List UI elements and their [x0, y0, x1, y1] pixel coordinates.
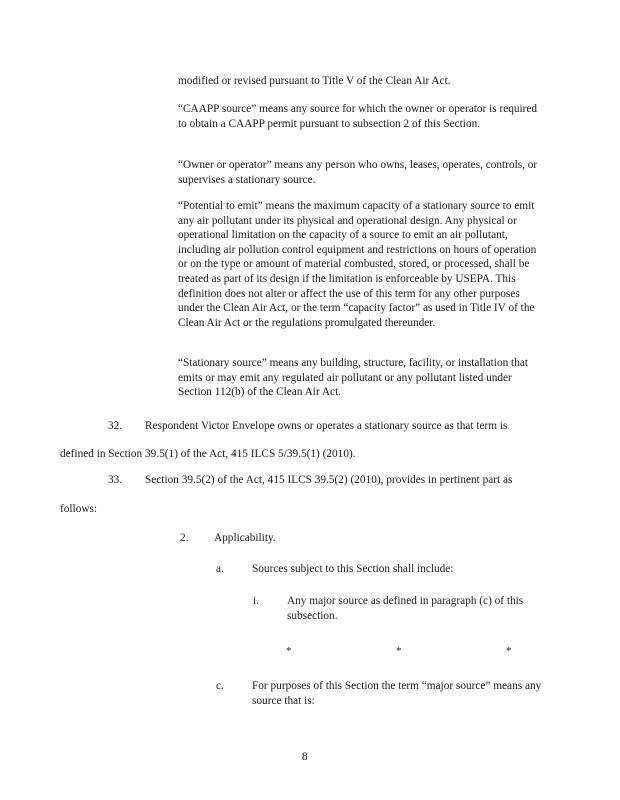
- quote-roman-i: i.: [253, 595, 259, 607]
- paragraph-32-line2: defined in Section 39.5(1) of the Act, 415 ILCS 5/39.5(1) (2010).: [60, 448, 356, 460]
- quote-letter-a: a.: [216, 563, 224, 575]
- quote-number-2: 2.: [180, 532, 189, 544]
- paragraph-32-line1: Respondent Victor Envelope owns or operates a stationary source as that term is: [145, 420, 508, 432]
- ellipsis-asterisks: [286, 645, 516, 657]
- quote-text-a: Sources subject to this Section shall include:: [252, 563, 454, 575]
- paragraph-33-line2: follows:: [60, 503, 98, 515]
- asterisk: *: [286, 645, 292, 657]
- quote-letter-c: c.: [216, 680, 224, 692]
- definition-owner-or-operator: “Owner or operator” means any person who owns, leases, operates, controls, or supervises a stationary source.: [178, 159, 538, 186]
- asterisk: *: [396, 645, 402, 657]
- definition-potential-to-emit: “Potential to emit” means the maximum capacity of a stationary source to emit any air pollutant under its physical and operational design. Any physical or operational limitation on the capacity of a source to emit an air pollutant, including air pollution control equipment and restrictions on hours of operation or on the type or amount of material combusted, stored, or processed, shall be treated as part of its design if the limitation is enforceable by USEPA. This definition does not alter or affect the use of this term for any other purposes under the Clean Air Act, or the term “capacity factor” as used in Title IV of the Clean Air Act or the regulations promulgated thereunder.: [178, 200, 537, 329]
- quote-applicability-heading: Applicability.: [214, 532, 276, 544]
- page-number: 8: [302, 751, 308, 763]
- intro-line: modified or revised pursuant to Title V of the Clean Air Act.: [178, 75, 451, 87]
- quote-text-i: Any major source as defined in paragraph (c) of this subsection.: [287, 595, 524, 622]
- definition-caapp-source: “CAAPP source” means any source for which the owner or operator is required to obtain a CAAPP permit pursuant to subsection 2 of this Section.: [178, 103, 538, 130]
- paragraph-32-number: 32.: [108, 420, 123, 432]
- quote-text-c: For purposes of this Section the term “major source” means any source that is:: [252, 680, 542, 707]
- paragraph-33-number: 33.: [108, 474, 123, 486]
- definition-stationary-source: “Stationary source” means any building, structure, facility, or installation that emits or may emit any regulated air pollutant or any pollutant listed under Section 112(b) of the Clean Air Act.: [178, 357, 528, 399]
- paragraph-33-line1: Section 39.5(2) of the Act, 415 ILCS 39.5(2) (2010), provides in pertinent part as: [145, 474, 513, 486]
- asterisk: *: [506, 645, 512, 657]
